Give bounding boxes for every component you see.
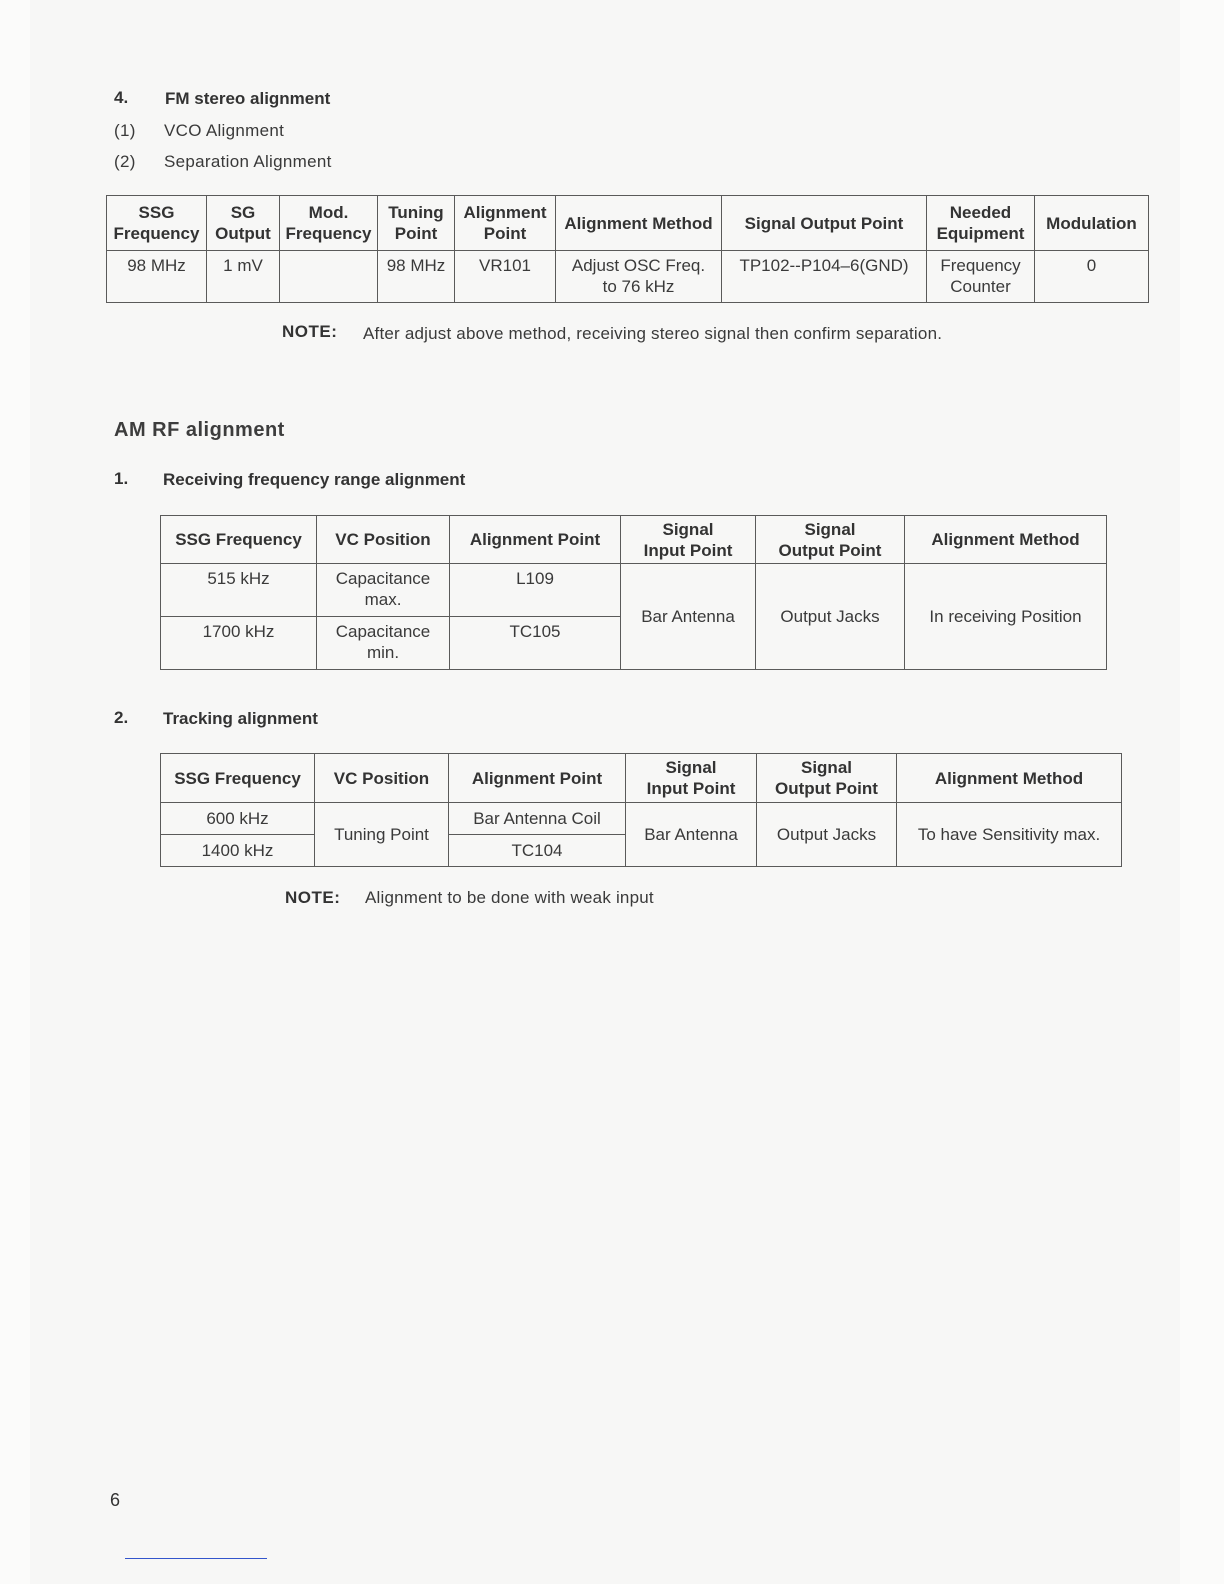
table-cell: Capacitance min. — [317, 617, 450, 670]
table-header: Alignment Method — [905, 516, 1107, 564]
list-item-number: (1) — [114, 121, 136, 140]
tracking-table — [160, 753, 1122, 867]
table-header: SSG Frequency — [161, 754, 315, 803]
table-cell: Capacitance max. — [317, 564, 450, 617]
list-item: Separation Alignment — [164, 152, 332, 171]
fm-alignment-table — [106, 195, 1149, 303]
receiving-range-table — [160, 515, 1107, 670]
note-text: Alignment to be done with weak input — [365, 888, 654, 907]
table-header: Signal Output Point — [722, 196, 927, 251]
table-header: Alignment Point — [450, 516, 621, 564]
table-row — [161, 803, 1122, 835]
table-row — [107, 251, 1149, 303]
list-item: VCO Alignment — [164, 121, 285, 140]
table-header: Needed Equipment — [927, 196, 1035, 251]
table-cell: Bar Antenna — [626, 803, 757, 867]
divider — [125, 1558, 267, 1559]
section-title: AM RF alignment — [114, 419, 285, 441]
section-heading: Receiving frequency range alignment — [163, 470, 466, 489]
table-cell: 0 — [1035, 251, 1149, 303]
table-cell: Frequency Counter — [927, 251, 1035, 303]
note-text: After adjust above method, receiving stereo signal then confirm separation. — [363, 324, 943, 343]
table-cell: 515 kHz — [161, 564, 317, 617]
table-cell: TC105 — [450, 617, 621, 670]
list-item-number: (2) — [114, 152, 136, 171]
note-label: NOTE: — [282, 322, 338, 341]
table-header: Signal Input Point — [621, 516, 756, 564]
table-header: Alignment Method — [897, 754, 1122, 803]
table-header: SSG Frequency — [161, 516, 317, 564]
table-cell: Output Jacks — [756, 564, 905, 670]
table-cell: 1700 kHz — [161, 617, 317, 670]
section-number: 1. — [114, 469, 129, 488]
table-cell: 98 MHz — [107, 251, 207, 303]
table-header: Alignment Point — [455, 196, 556, 251]
table-cell: Bar Antenna — [621, 564, 756, 670]
table-cell — [280, 251, 378, 303]
table-header: Modulation — [1035, 196, 1149, 251]
section-number: 4. — [114, 88, 129, 107]
table-cell: 1400 kHz — [161, 835, 315, 867]
table-cell: Adjust OSC Freq. to 76 kHz — [556, 251, 722, 303]
table-header: Alignment Method — [556, 196, 722, 251]
table-header: SSG Frequency — [107, 196, 207, 251]
table-cell: TP102--P104–6(GND) — [722, 251, 927, 303]
table-header: SG Output — [207, 196, 280, 251]
table-cell: To have Sensitivity max. — [897, 803, 1122, 867]
table-cell: Output Jacks — [757, 803, 897, 867]
table-cell: 600 kHz — [161, 803, 315, 835]
table-cell: 98 MHz — [378, 251, 455, 303]
table-cell: Tuning Point — [315, 803, 449, 867]
note-label: NOTE: — [285, 888, 341, 907]
table-header: Alignment Point — [449, 754, 626, 803]
table-header: VC Position — [317, 516, 450, 564]
section-number: 2. — [114, 708, 129, 727]
table-cell: VR101 — [455, 251, 556, 303]
table-row — [161, 564, 1107, 617]
section-heading: FM stereo alignment — [165, 89, 331, 108]
table-cell: TC104 — [449, 835, 626, 867]
table-cell: L109 — [450, 564, 621, 617]
section-heading: Tracking alignment — [163, 709, 318, 728]
table-header: Tuning Point — [378, 196, 455, 251]
table-cell: In receiving Position — [905, 564, 1107, 670]
table-header: Signal Input Point — [626, 754, 757, 803]
table-header: Mod. Frequency — [280, 196, 378, 251]
table-cell: Bar Antenna Coil — [449, 803, 626, 835]
table-header: Signal Output Point — [757, 754, 897, 803]
table-header: Signal Output Point — [756, 516, 905, 564]
table-header: VC Position — [315, 754, 449, 803]
table-cell: 1 mV — [207, 251, 280, 303]
page-number: 6 — [110, 1490, 121, 1510]
